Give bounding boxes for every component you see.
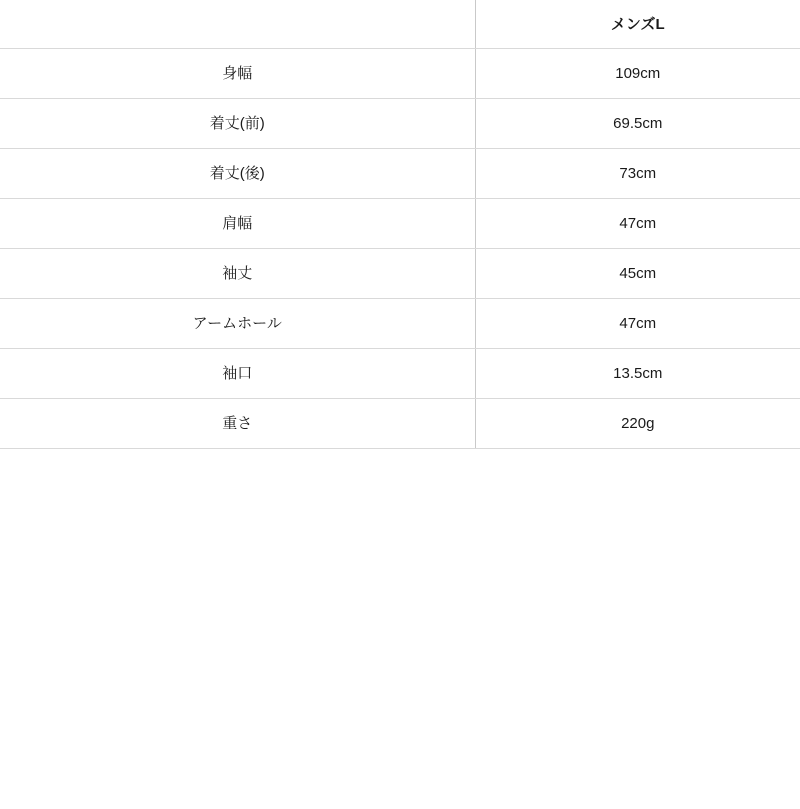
table-row xyxy=(0,249,800,299)
table-header-size-cell: メンズL xyxy=(475,0,800,49)
measurement-value: 73cm xyxy=(475,149,800,199)
table-row xyxy=(0,49,800,99)
table-body xyxy=(0,49,800,449)
measurement-label: 袖口 xyxy=(0,349,475,399)
measurement-label: 着丈(後) xyxy=(0,149,475,199)
measurement-label: 袖丈 xyxy=(0,249,475,299)
table-row xyxy=(0,149,800,199)
table-header-label-cell xyxy=(0,0,475,49)
measurement-label: 重さ xyxy=(0,399,475,449)
measurement-label: 着丈(前) xyxy=(0,99,475,149)
table-header xyxy=(0,0,800,49)
table-row xyxy=(0,299,800,349)
table-row xyxy=(0,349,800,399)
table-row xyxy=(0,99,800,149)
measurement-value: 45cm xyxy=(475,249,800,299)
measurement-label: 身幅 xyxy=(0,49,475,99)
measurement-value: 220g xyxy=(475,399,800,449)
measurement-label: アームホール xyxy=(0,299,475,349)
page-whitespace xyxy=(0,449,800,809)
measurement-value: 109cm xyxy=(475,49,800,99)
measurement-label: 肩幅 xyxy=(0,199,475,249)
measurement-value: 13.5cm xyxy=(475,349,800,399)
measurement-value: 47cm xyxy=(475,199,800,249)
table-row xyxy=(0,199,800,249)
table-header-row xyxy=(0,0,800,49)
measurement-value: 69.5cm xyxy=(475,99,800,149)
table-row xyxy=(0,399,800,449)
measurement-value: 47cm xyxy=(475,299,800,349)
